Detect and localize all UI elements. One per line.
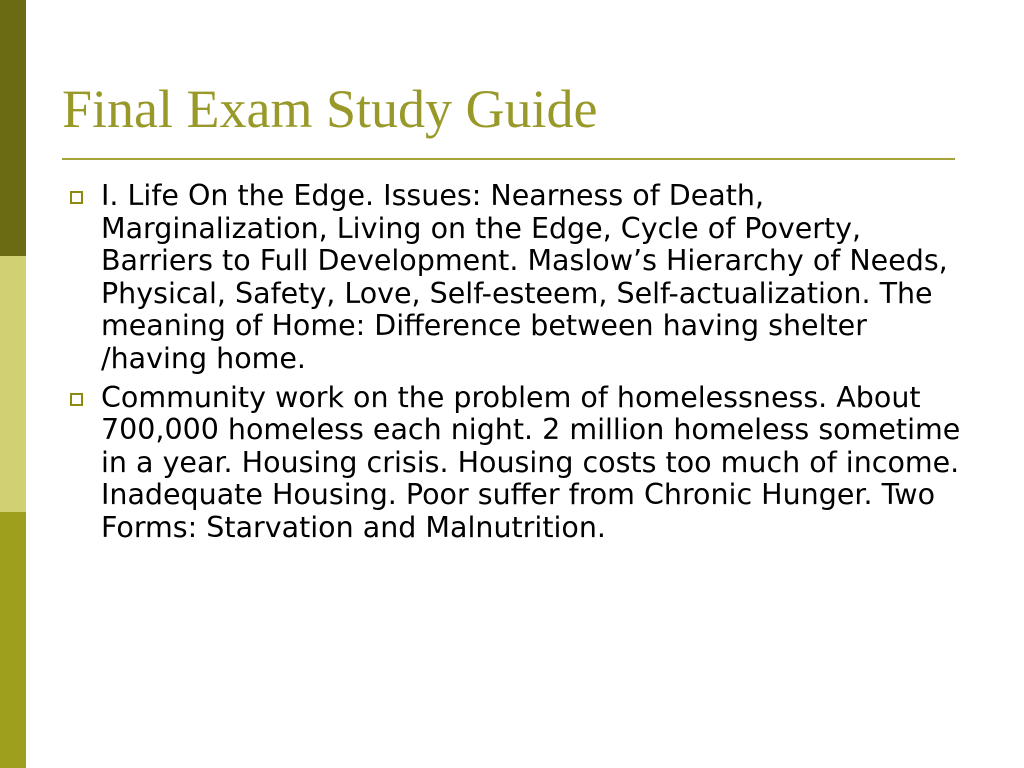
slide-title: Final Exam Study Guide — [62, 79, 598, 139]
bullet-item-community-work — [68, 382, 968, 545]
side-band-dark — [0, 0, 26, 256]
bullet-item-life-on-the-edge — [68, 180, 968, 376]
hollow-square-bullet-icon — [70, 191, 83, 204]
bullet-text: I. Life On the Edge. Issues: Nearness of Death, Marginalization, Living on the Edge, Cycle of Poverty, Barriers to Full Development. Maslow’s Hierarchy of Needs, Physical, Safety, Love, Self-esteem, Self-actualization. The meaning of Home: Difference between having shelter /having home. — [101, 179, 948, 375]
side-band-light — [0, 256, 26, 512]
bullet-text: Community work on the problem of homelessness. About 700,000 homeless each night. 2 million homeless sometime in a year. Housing crisis. Housing costs too much of income. Inadequate Housing. Poor suffer from Chronic Hunger. Two Forms: Starvation and Malnutrition. — [101, 380, 961, 544]
bullet-list — [68, 180, 968, 551]
title-underline — [62, 158, 955, 160]
side-band-mid — [0, 512, 26, 768]
hollow-square-bullet-icon — [70, 393, 83, 406]
